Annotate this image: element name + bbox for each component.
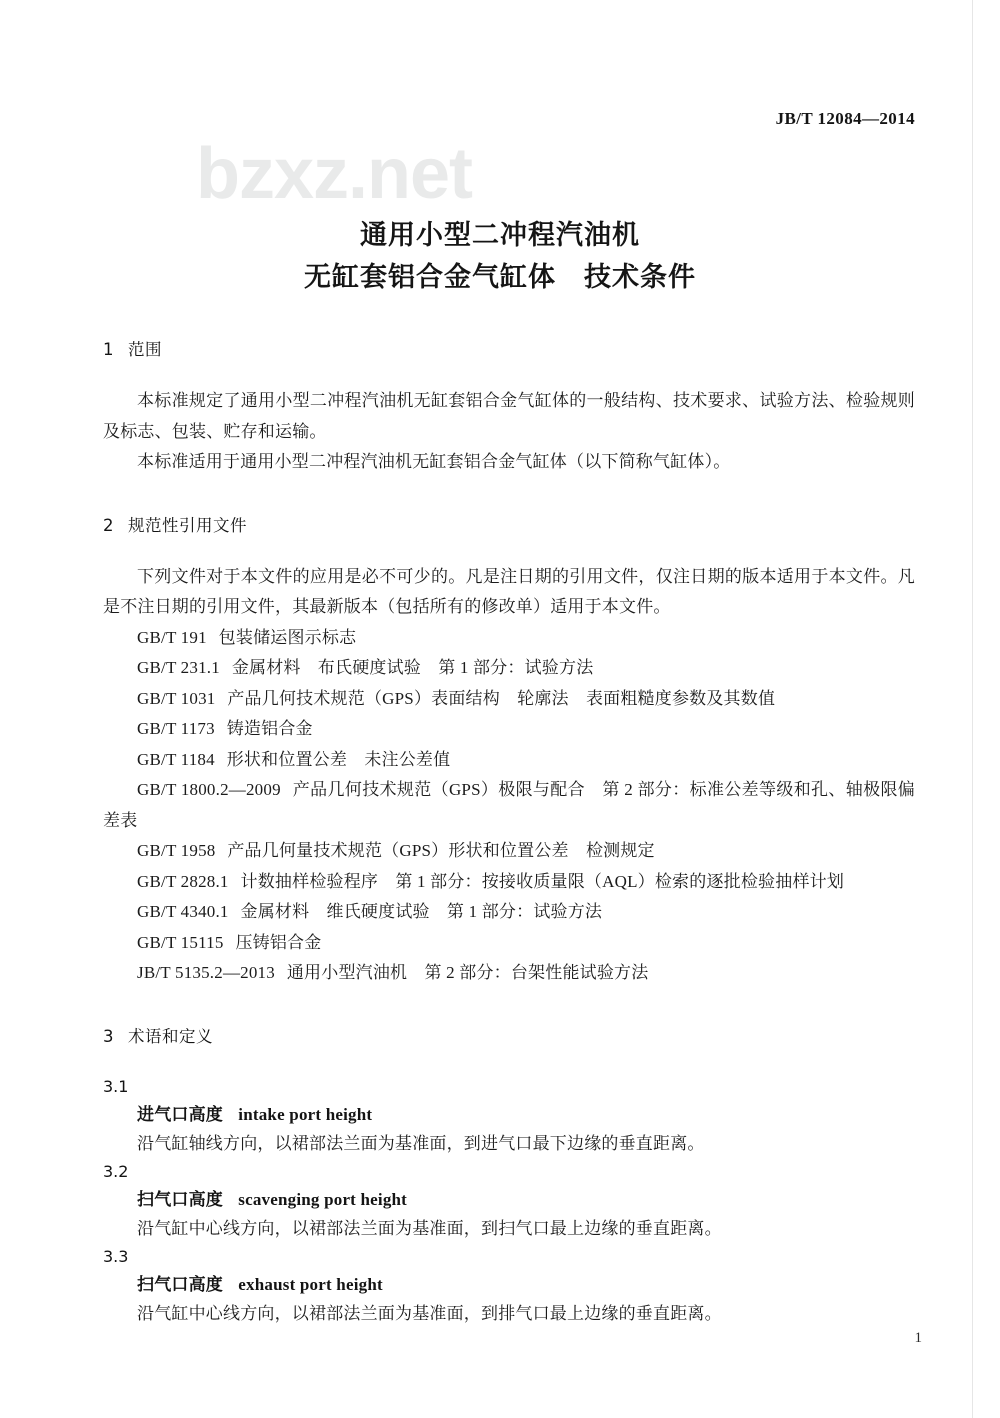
reference-code: GB/T 231.1 xyxy=(137,658,220,677)
section-heading-terms xyxy=(103,1023,915,1047)
reference-code: GB/T 2828.1 xyxy=(137,871,229,891)
document-body xyxy=(103,336,915,1328)
normative-reference-list xyxy=(103,623,915,989)
list-item xyxy=(103,958,915,989)
list-item xyxy=(103,867,915,898)
term-definition: 沿气缸轴线方向，以裙部法兰面为基准面，到进气口最下边缘的垂直距离。 xyxy=(137,1133,705,1153)
section-title-scope: 范围 xyxy=(128,340,162,359)
term-number: 3.3 xyxy=(103,1246,129,1266)
term-entry xyxy=(103,1158,915,1243)
term-number: 3.2 xyxy=(103,1161,129,1181)
reference-code: GB/T 1184 xyxy=(137,749,215,769)
section-heading-normative-references xyxy=(103,512,915,536)
reference-code: GB/T 1031 xyxy=(137,688,216,708)
reference-title: 金属材料 布氏硬度试验 第 1 部分：试验方法 xyxy=(231,658,594,677)
term-name xyxy=(137,1185,915,1214)
section-title-terms: 术语和定义 xyxy=(128,1026,213,1046)
page-number: 1 xyxy=(914,1330,922,1346)
reference-code: GB/T 15115 xyxy=(137,932,224,952)
reference-title: 压铸铝合金 xyxy=(235,932,322,952)
scan-edge-line xyxy=(972,0,973,1418)
title-line-2: 无缸套铝合金气缸体 技术条件 xyxy=(304,262,696,293)
section-number-normative-references: 2 xyxy=(103,515,114,535)
list-item xyxy=(103,928,915,959)
scope-paragraph-2: 本标准适用于通用小型二冲程汽油机无缸套铝合金气缸体（以下简称气缸体）。 xyxy=(137,452,731,471)
list-item xyxy=(103,653,915,684)
list-item xyxy=(103,897,915,928)
list-item xyxy=(103,836,915,867)
normative-references-paragraph: 下列文件对于本文件的应用是必不可少的。凡是注日期的引用文件，仅注日期的版本适用于本文件。凡是不注日期的引用文件，其最新版本（包括所有的修改单）适用于本文件。 xyxy=(103,566,915,616)
list-item xyxy=(103,775,915,836)
term-number: 3.1 xyxy=(103,1076,129,1096)
reference-code: GB/T 191 xyxy=(137,627,207,647)
term-name-en: intake port height xyxy=(238,1104,373,1124)
watermark-text: bzxz.net xyxy=(196,134,473,214)
section-title-normative-references: 规范性引用文件 xyxy=(128,515,247,535)
reference-title: 产品几何量技术规范（GPS）形状和位置公差 检测规定 xyxy=(227,841,655,860)
scope-paragraph-1: 本标准规定了通用小型二冲程汽油机无缸套铝合金气缸体的一般结构、技术要求、试验方法、检验规则及标志、包装、贮存和运输。 xyxy=(103,391,915,441)
reference-title: 产品几何技术规范（GPS）极限与配合 第 2 部分：标准公差等级和孔、轴极限偏差表 xyxy=(103,780,915,830)
term-name-cn: 进气口高度 xyxy=(137,1104,223,1124)
term-name-cn: 扫气口高度 xyxy=(137,1189,223,1209)
reference-title: 包装储运图示标志 xyxy=(218,627,357,647)
term-name xyxy=(137,1270,915,1299)
term-name-cn: 扫气口高度 xyxy=(137,1274,223,1294)
reference-title: 通用小型汽油机 第 2 部分：台架性能试验方法 xyxy=(286,963,649,982)
title-line-1: 通用小型二冲程汽油机 xyxy=(360,220,640,251)
term-entry xyxy=(103,1243,915,1328)
reference-title: 计数抽样检验程序 第 1 部分：按接收质量限（AQL）检索的逐批检验抽样计划 xyxy=(240,871,845,891)
term-entry xyxy=(103,1073,915,1158)
section-heading-scope xyxy=(103,336,915,360)
reference-code: GB/T 1800.2—2009 xyxy=(137,780,281,799)
term-name-en: scavenging port height xyxy=(238,1189,408,1209)
reference-title: 产品几何技术规范（GPS）表面结构 轮廓法 表面粗糙度参数及其数值 xyxy=(227,688,776,708)
reference-title: 金属材料 维氏硬度试验 第 1 部分：试验方法 xyxy=(240,902,603,921)
term-definition: 沿气缸中心线方向，以裙部法兰面为基准面，到排气口最上边缘的垂直距离。 xyxy=(137,1303,722,1323)
list-item xyxy=(103,623,915,654)
term-name xyxy=(137,1100,915,1129)
list-item xyxy=(103,714,915,745)
page-title xyxy=(0,215,1000,299)
list-item xyxy=(103,684,915,715)
section-number-terms: 3 xyxy=(103,1026,114,1046)
reference-code: GB/T 1173 xyxy=(137,719,215,738)
reference-code: GB/T 4340.1 xyxy=(137,902,229,921)
term-definition: 沿气缸中心线方向，以裙部法兰面为基准面，到扫气口最上边缘的垂直距离。 xyxy=(137,1218,722,1238)
reference-code: JB/T 5135.2—2013 xyxy=(137,963,275,982)
standard-number-header: JB/T 12084—2014 xyxy=(775,109,915,128)
term-name-en: exhaust port height xyxy=(238,1274,383,1294)
reference-title: 铸造铝合金 xyxy=(226,719,313,738)
section-number-scope: 1 xyxy=(103,340,114,359)
list-item xyxy=(103,745,915,776)
reference-title: 形状和位置公差 未注公差值 xyxy=(226,749,451,769)
reference-code: GB/T 1958 xyxy=(137,841,216,860)
